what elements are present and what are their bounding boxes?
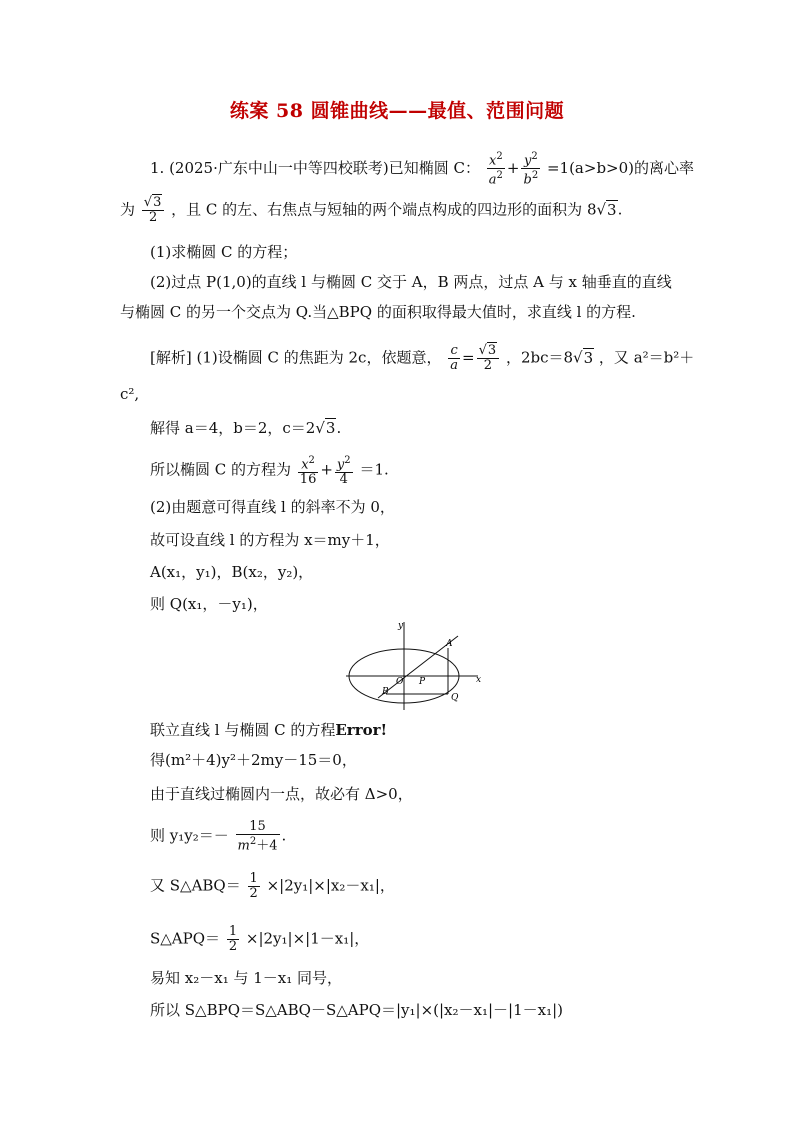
solution-line-3: 解得 a＝4，b＝2，c＝2√3. — [150, 419, 342, 437]
solution-s14: S△APQ＝ — [150, 929, 221, 948]
solution-s13: 又 S△ABQ＝ — [150, 876, 241, 895]
fraction-y2-4: $\frac{y^2}{4}$ — [336, 455, 351, 488]
question-2-a: (2)过点 P(1,0)的直线 l 与椭圆 C 交于 A，B 两点，过点 A 与 x 轴垂直的直线 — [150, 273, 672, 291]
fraction-sqrt3-2: $\frac{√3}{2}$ — [142, 196, 165, 225]
solution-s1c: ，又 a²＝b²＋ — [598, 348, 695, 367]
problem-line2-b: ，且 C 的左、右焦点与短轴的两个端点构成的四边形的面积为 8 — [171, 200, 597, 219]
label-b: B — [382, 687, 389, 697]
fraction-c-a: $\frac{c}{a}$ — [450, 343, 458, 373]
solution-line-14 — [150, 925, 369, 954]
solution-s13b: ×|2y₁|×|x₂－x₁|， — [266, 876, 395, 895]
solution-line-15: 易知 x₂－x₁ 与 1－x₁ 同号， — [150, 969, 343, 987]
solution-line-6: 故可设直线 l 的方程为 x＝my＋1， — [150, 531, 390, 549]
problem-line-1: 1. (2025·广东中山一中等四校联考)已知椭圆 C： $\frac{x^2}{a^2}$ + $\frac{y^2}{b^2}$ =1(a>b>0)的离心率 — [150, 151, 695, 188]
solution-s4: 所以椭圆 C 的方程为 — [150, 460, 292, 479]
solution-line-4: 所以椭圆 C 的方程为 $\frac{x^2}{16}$ + $\frac{y^2}{4}$ ＝1. — [150, 455, 389, 488]
fraction-sqrt3-2-b: $\frac{√3}{2}$ — [477, 344, 500, 373]
solution-line-10: 得(m²＋4)y²＋2my－15＝0， — [150, 751, 357, 769]
solution-s1b: ，2bc＝8 — [505, 348, 574, 367]
fraction-15-m2plus4: $\frac{15}{m^2+4}$ — [237, 819, 278, 854]
solution-line-11: 由于直线过椭圆内一点，故必有 Δ>0， — [150, 785, 413, 803]
question-2-b: 与椭圆 C 的另一个交点为 Q.当△BPQ 的面积取得最大值时，求直线 l 的方程. — [120, 303, 636, 321]
solution-line-1: [解析] (1)设椭圆 C 的焦距为 2c，依题意， $\frac{c}{a}$ = $\frac{√3}{2}$ ，2bc＝8√3 ，又 a²＝b²＋ — [150, 343, 695, 373]
label-o: O — [396, 677, 404, 687]
fraction-x2-a2: $\frac{x^2}{a^2}$ — [488, 151, 503, 188]
solution-line-9 — [150, 720, 387, 740]
label-p: P — [419, 677, 426, 687]
solution-line-7: A(x₁，y₁)，B(x₂，y₂)， — [150, 563, 314, 581]
ellipse-diagram — [346, 620, 486, 712]
fraction-1-2-b: $\frac{1}{2}$ — [228, 924, 238, 954]
label-y: y — [398, 621, 404, 631]
label-x: x — [476, 675, 482, 685]
solution-line-13 — [150, 872, 395, 901]
solution-error-text: Error! — [335, 721, 388, 739]
problem-intro: 1. (2025·广东中山一中等四校联考)已知椭圆 C： — [150, 158, 480, 177]
problem-line-2: 为 $\frac{√3}{2}$ ，且 C 的左、右焦点与短轴的两个端点构成的四边形的面积为 8√3. — [120, 195, 623, 225]
question-1: (1)求椭圆 C 的方程； — [150, 243, 298, 261]
fraction-1-2-a: $\frac{1}{2}$ — [249, 871, 258, 901]
label-q: Q — [451, 693, 459, 703]
solution-line-12: 则 y₁y₂＝－ $\frac{15}{m^2+4}$ . — [150, 819, 287, 854]
solution-line-16: 所以 S△BPQ＝S△ABQ－S△APQ＝|y₁|×(|x₂－x₁|－|1－x₁|) — [150, 1001, 564, 1019]
fraction-y2-b2: $\frac{y^2}{b^2}$ — [523, 151, 539, 188]
solution-line-5: (2)由题意可得直线 l 的斜率不为 0， — [150, 498, 395, 516]
page-title: 练案 58 圆锥曲线——最值、范围问题 — [229, 100, 565, 122]
solution-s1: [解析] (1)设椭圆 C 的焦距为 2c，依题意， — [150, 348, 442, 367]
fraction-x2-16: $\frac{x^2}{16}$ — [299, 455, 317, 488]
problem-intro-tail: =1(a>b>0)的离心率 — [546, 158, 695, 177]
solution-line-8: 则 Q(x₁，－y₁)， — [150, 595, 268, 613]
solution-s14b: ×|2y₁|×|1－x₁|， — [245, 929, 370, 948]
solution-s3: 解得 a＝4，b＝2，c＝2 — [150, 419, 316, 437]
solution-s12: 则 y₁y₂＝－ — [150, 826, 229, 845]
solution-s4b: ＝1. — [359, 460, 389, 479]
solution-s9: 联立直线 l 与椭圆 C 的方程 — [150, 721, 336, 739]
problem-line2-a: 为 — [120, 200, 136, 219]
label-a: A — [446, 639, 453, 649]
solution-line-2: c², — [120, 385, 140, 403]
